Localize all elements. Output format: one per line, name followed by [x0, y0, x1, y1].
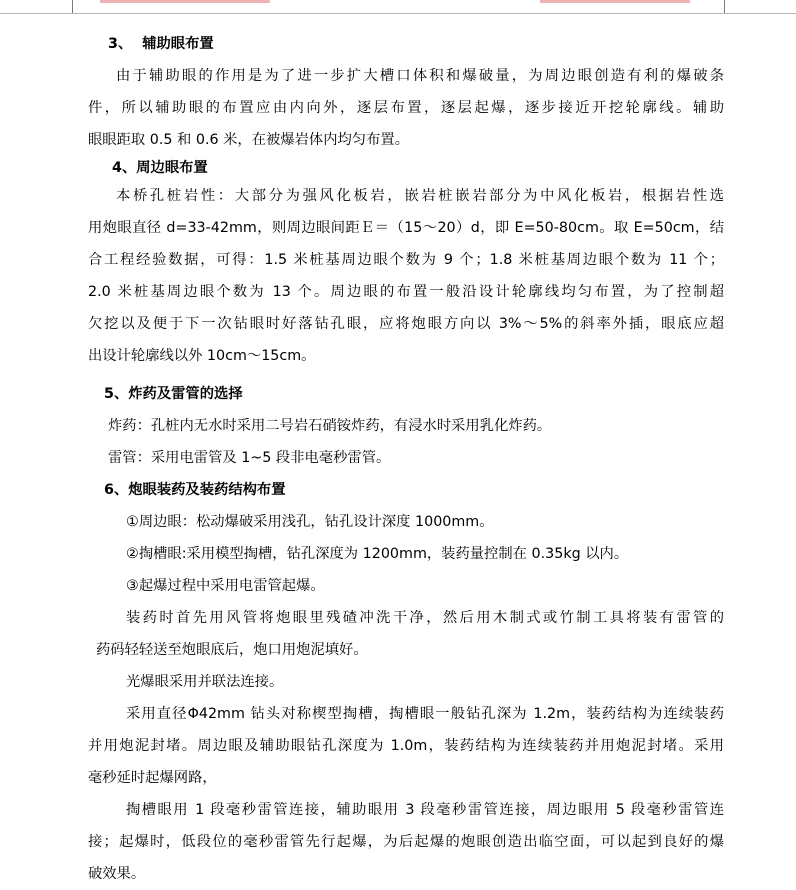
section-heading: 6、炮眼装药及装药结构布置 — [104, 482, 286, 498]
paragraph-line: 眼眼距取 0.5 和 0.6 米，在被爆岩体内均匀布置。 — [88, 132, 409, 148]
paragraph-line: 出设计轮廓线以外 10cm～15cm。 — [88, 348, 316, 364]
paragraph-line: ③起爆过程中采用电雷管起爆。 — [126, 578, 325, 594]
paragraph-line: 件，所以辅助眼的布置应由内向外，逐层布置，逐层起爆，逐步接近开挖轮廓线。辅助 — [88, 100, 724, 116]
paragraph-line: ①周边眼：松动爆破采用浅孔，钻孔设计深度 1000mm。 — [126, 514, 494, 530]
paragraph-line: 由于辅助眼的作用是为了进一步扩大槽口体积和爆破量，为周边眼创造有利的爆破条 — [116, 68, 724, 84]
paragraph-line: 2.0 米桩基周边眼个数为 13 个。周边眼的布置一般沿设计轮廓线均匀布置，为了控制超 — [88, 284, 724, 300]
header-margin-mark-left — [72, 0, 73, 14]
document-body — [88, 28, 724, 890]
paragraph-line: 本桥孔桩岩性：大部分为强风化板岩，嵌岩桩嵌岩部分为中风化板岩，根据岩性选 — [116, 188, 724, 204]
header-text-fragment — [100, 0, 270, 3]
paragraph-line: 掏槽眼用 1 段毫秒雷管连接，辅助眼用 3 段毫秒雷管连接，周边眼用 5 段毫秒雷管连 — [126, 802, 724, 818]
paragraph-line: 雷管：采用电雷管及 1~5 段非电毫秒雷管。 — [108, 450, 391, 466]
page-header-edge — [0, 0, 796, 14]
section-heading: 4、周边眼布置 — [112, 160, 208, 176]
paragraph-line: ②掏槽眼:采用模型掏槽，钻孔深度为 1200mm，装药量控制在 0.35kg 以内。 — [126, 546, 629, 562]
section-heading: 3、 辅助眼布置 — [108, 36, 214, 52]
paragraph-line: 毫秒延时起爆网路， — [88, 770, 217, 786]
section-heading: 5、炸药及雷管的选择 — [104, 386, 243, 402]
paragraph-line: 破效果。 — [88, 866, 146, 882]
paragraph-line: 药码轻轻送至炮眼底后，炮口用炮泥填好。 — [96, 642, 368, 658]
header-text-fragment — [540, 0, 690, 3]
paragraph-line: 合工程经验数据，可得：1.5 米桩基周边眼个数为 9 个；1.8 米桩基周边眼个数为 11 个； — [88, 252, 724, 268]
paragraph-line: 炸药：孔桩内无水时采用二号岩石硝铵炸药，有浸水时采用乳化炸药。 — [108, 418, 552, 434]
paragraph-line: 采用直径Φ42mm 钻头对称楔型掏槽，掏槽眼一般钻孔深为 1.2m，装药结构为连续装药 — [126, 706, 724, 722]
paragraph-line: 接；起爆时，低段位的毫秒雷管先行起爆，为后起爆的炮眼创造出临空面，可以起到良好的爆 — [88, 834, 724, 850]
header-rule — [0, 13, 796, 14]
header-margin-mark-right — [724, 0, 725, 14]
paragraph-line: 并用炮泥封堵。周边眼及辅助眼钻孔深度为 1.0m，装药结构为连续装药并用炮泥封堵。采用 — [88, 738, 724, 754]
paragraph-line: 装药时首先用风管将炮眼里残碴冲洗干净，然后用木制式或竹制工具将装有雷管的 — [126, 610, 724, 626]
paragraph-line: 用炮眼直径 d=33-42mm，则周边眼间距Ｅ＝（15～20）d，即 E=50-80cm。取 E=50cm，结 — [88, 220, 724, 236]
paragraph-line: 光爆眼采用并联法连接。 — [126, 674, 284, 690]
paragraph-line: 欠挖以及便于下一次钻眼时好落钻孔眼，应将炮眼方向以 3%～5%的斜率外插，眼底应超 — [88, 316, 724, 332]
